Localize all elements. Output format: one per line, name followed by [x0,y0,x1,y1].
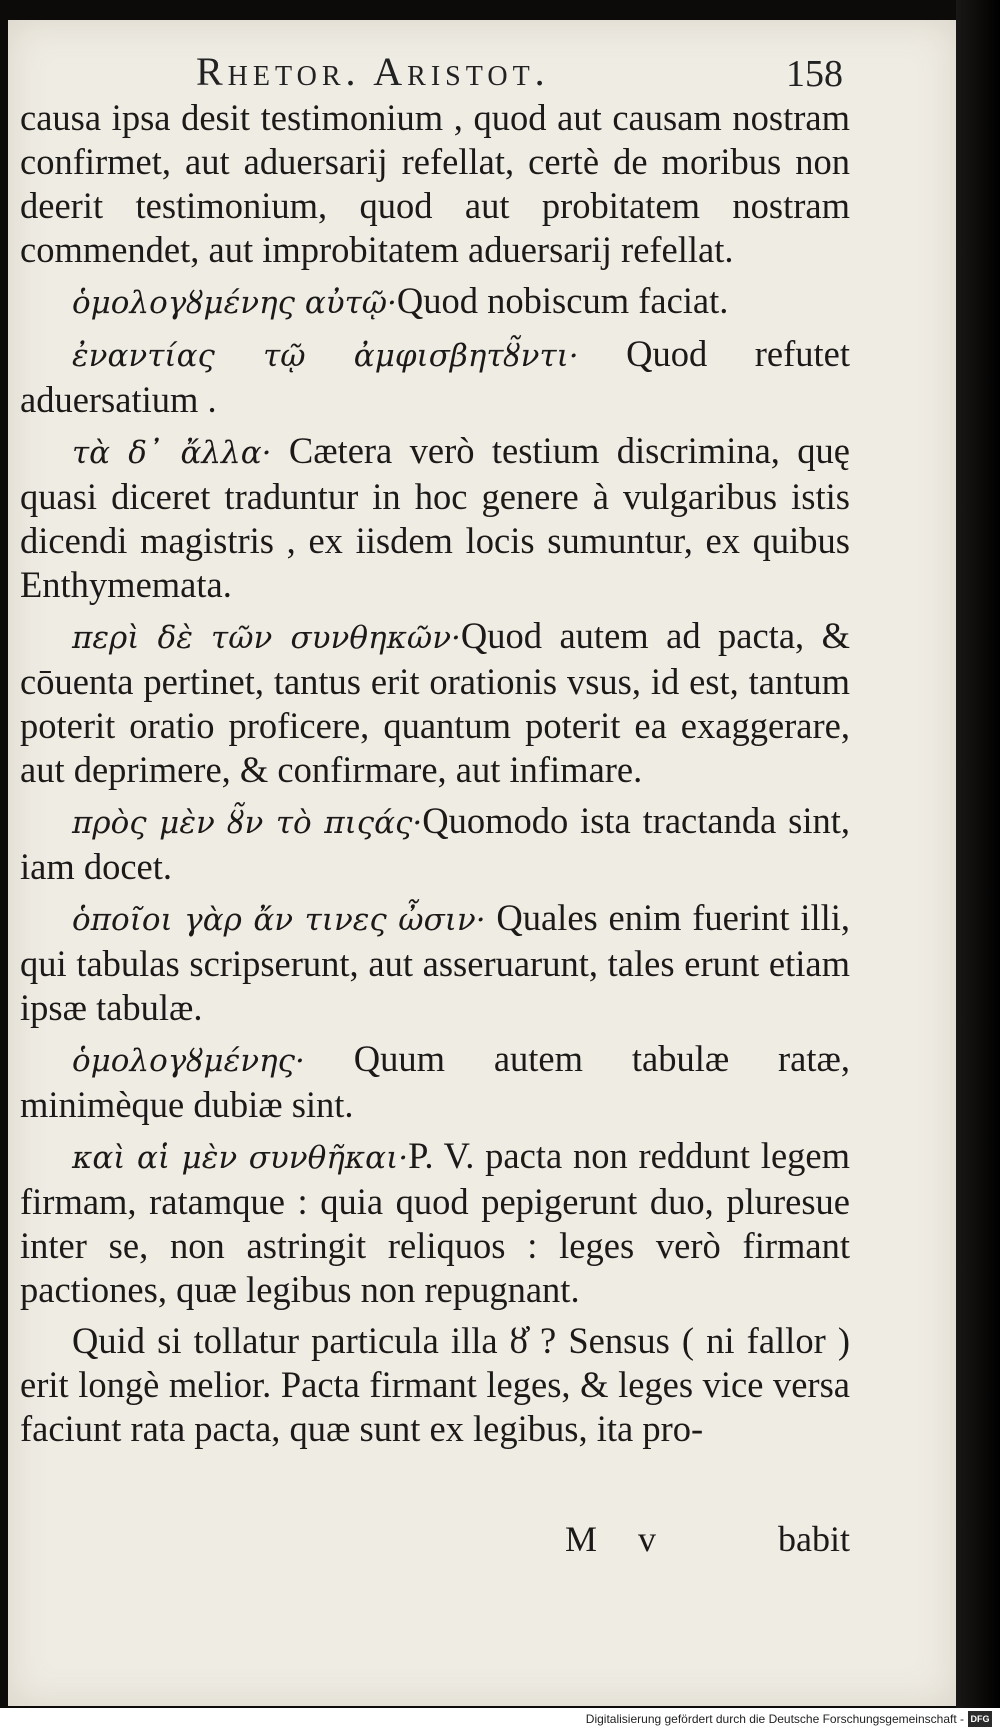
greek-lemma: τὰ δ᾽ ἄλλα· [72,435,272,471]
paragraph [20,332,850,422]
dfg-logo-icon: DFG [968,1711,992,1727]
paragraph [20,1037,850,1127]
greek-lemma: ὁμολογȣμένης αὐτῷ· [72,285,397,321]
greek-lemma: ὁμολογȣμένης· [72,1043,305,1079]
catchword: babit [778,1519,850,1559]
funding-credit: Digitalisierung gefördert durch die Deutsche Forschungsgemeinschaft - [585,1712,964,1726]
greek-lemma: ὁποῖοι γὰρ ἄν τινες ὦσιν· [72,902,486,938]
paragraph [20,614,850,792]
latin-gloss: Cætera verò testium discrimina, quę quasi diceret traduntur in hoc genere à vulgaribus istis dicendi magistris , ex iisdem locis sumuntur, ex quibus Enthymemata. [20,430,850,605]
latin-gloss: Quod nobiscum faciat. [396,280,729,321]
paragraph [20,1134,850,1312]
digitization-footer [0,1708,1000,1732]
greek-lemma: πρὸς μὲν ȣ̃ν τὸ πιςάς· [72,805,423,841]
greek-lemma: περὶ δὲ τῶν συνθηκῶν· [72,620,461,656]
latin-gloss: Quomodo ista tractanda sint, iam docet. [20,800,850,887]
latin-gloss: Quod autem ad pacta, & cōuenta pertinet, tantus erit orationis vsus, id est, tantum poterit oratio proficere, quantum poterit ea exaggerare, aut deprimere, & confirmare, aut infimare. [20,615,850,790]
page-number: 158 [786,53,843,95]
greek-lemma: καὶ αἱ μὲν συνθῆκαι· [72,1140,409,1176]
paragraph: Quid si tollatur particula illa ȣ̓ ? Sensus ( ni fallor ) erit longè melior. Pacta firmant leges, & leges vice versa faciunt rata pacta, quæ sunt ex legibus, ita pro- [20,1320,850,1449]
latin-gloss: Quum autem tabulæ ratæ, minimèque dubiæ sint. [20,1038,850,1125]
greek-lemma: ἐναντίας τῷ ἀμφισβητȣ̃ντι· [72,338,579,374]
signature-mark: M v [565,1519,673,1559]
paragraph [20,896,850,1030]
paragraph [20,429,850,607]
latin-gloss: Quales enim fuerint illi, qui tabulas scripserunt, aut asseruarunt, tales erunt etiam ipsæ tabulæ. [20,897,850,1028]
running-head: Rhetor. Aristot. [196,49,550,94]
page-edge-shadow [956,0,1000,1732]
latin-gloss: P. V. pacta non reddunt legem firmam, ratamque : quia quod pepigerunt duo, pluresue inter se, non astringit reliquos : leges verò firmant pactiones, quæ legibus non repugnant. [20,1135,850,1310]
body-text [20,96,850,1458]
paragraph [20,279,850,325]
latin-gloss: Quod refutet aduersatium . [20,333,850,420]
paragraph [20,799,850,889]
paragraph: causa ipsa desit testimonium , quod aut causam nostram confirmet, aut aduersarij refellat, certè de moribus non deerit testimonium, quod aut probitatem nostram commendet, aut improbitatem aduersarij refellat. [20,97,850,270]
